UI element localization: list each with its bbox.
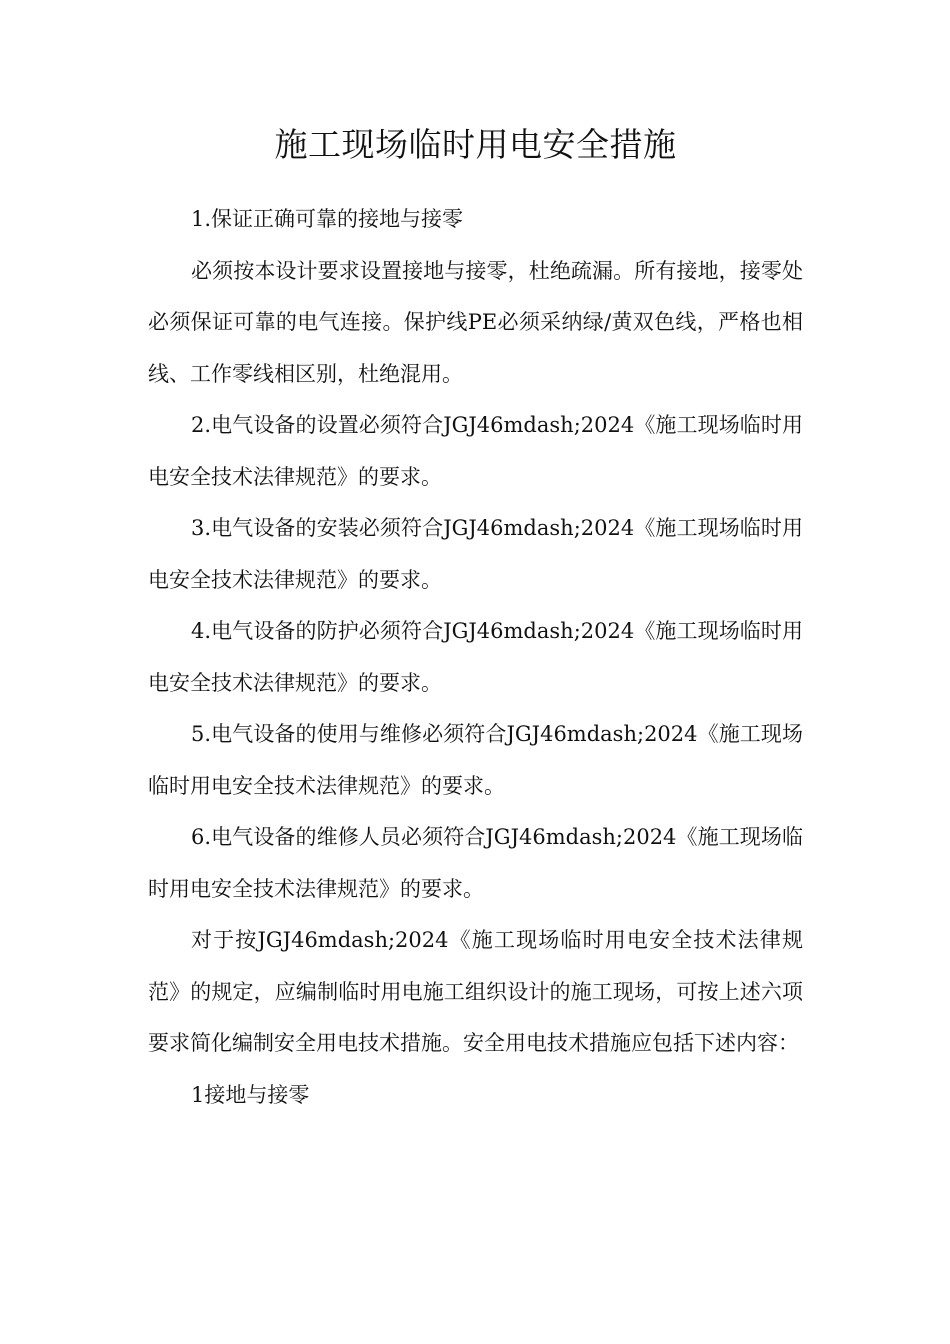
- paragraph-summary: 对于按JGJ46mdash;2024《施工现场临时用电安全技术法律规范》的规定，应编制临时用电施工组织设计的施工现场，可按上述六项要求简化编制安全用电技术措施。安全用电技术措施应包括下述内容：: [148, 928, 803, 1055]
- paragraph-item-3-installation: 3.电气设备的安装必须符合JGJ46mdash;2024《施工现场临时用电安全技术法律规范》的要求。: [148, 516, 803, 592]
- paragraph-item-2-setup: 2.电气设备的设置必须符合JGJ46mdash;2024《施工现场临时用电安全技术法律规范》的要求。: [148, 413, 803, 489]
- paragraph-item-5-use-maintenance: 5.电气设备的使用与维修必须符合JGJ46mdash;2024《施工现场临时用电安全技术法律规范》的要求。: [148, 722, 803, 798]
- paragraph-grounding-requirements: 必须按本设计要求设置接地与接零，杜绝疏漏。所有接地，接零处必须保证可靠的电气连接。保护线PE必须采纳绿/黄双色线，严格也相线、工作零线相区别，杜绝混用。: [148, 258, 803, 386]
- paragraph-item-4-protection: 4.电气设备的防护必须符合JGJ46mdash;2024《施工现场临时用电安全技术法律规范》的要求。: [148, 619, 803, 695]
- paragraph-subsection-1-heading: 1接地与接零: [191, 1082, 310, 1107]
- paragraph-item-6-maintenance-staff: 6.电气设备的维修人员必须符合JGJ46mdash;2024《施工现场临时用电安全技术法律规范》的要求。: [148, 825, 803, 901]
- document-title: 施工现场临时用电安全措施: [274, 125, 677, 164]
- paragraph-section-1-heading: 1.保证正确可靠的接地与接零: [191, 207, 464, 231]
- document-page: [148, 120, 803, 1121]
